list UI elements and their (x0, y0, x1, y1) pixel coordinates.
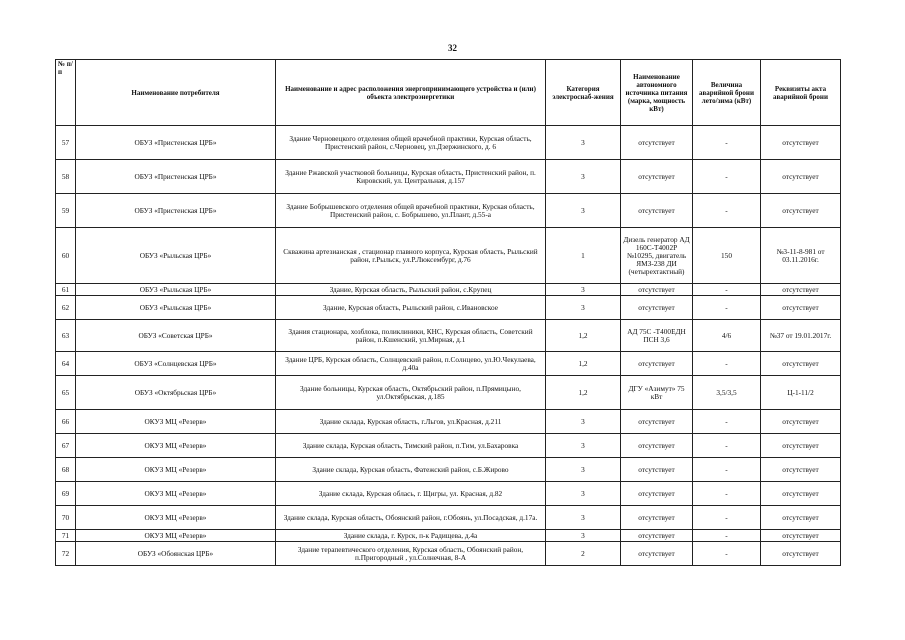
supply-category: 3 (546, 434, 621, 458)
page-number: 32 (448, 43, 457, 53)
consumer-name: ОБУЗ «Солнцевская ЦРБ» (76, 352, 276, 376)
row-number: 60 (56, 228, 76, 284)
power-source: отсутствует (621, 410, 693, 434)
row-number: 62 (56, 296, 76, 320)
supply-category: 1,2 (546, 352, 621, 376)
header-consumer: Наименование потребителя (76, 60, 276, 126)
table-row (56, 126, 841, 160)
power-source: отсутствует (621, 352, 693, 376)
consumer-name: ОКУЗ МЦ «Резерв» (76, 530, 276, 542)
emergency-reserve: - (693, 126, 761, 160)
row-number: 65 (56, 376, 76, 410)
table-row (56, 482, 841, 506)
object-address: Здание Бобрышевского отделения общей врачебной практики, Курская область, Пристенский район, с. Бобрышево, ул.Плант, д.55-а (276, 194, 546, 228)
object-address: Здание Ржавской участковой больницы, Курская область, Пристенский район, п. Кировский, ул. Центральная, д.157 (276, 160, 546, 194)
supply-category: 3 (546, 284, 621, 296)
object-address: Здание больницы, Курская область, Октябрьский район, п.Прямицыно, ул.Октябрьская, д.185 (276, 376, 546, 410)
emergency-reserve: 4/6 (693, 320, 761, 352)
emergency-reserve: - (693, 194, 761, 228)
row-number: 67 (56, 434, 76, 458)
header-power-source: Наименование автономного источника питания (марка, мощность кВт) (621, 60, 693, 126)
table-row (56, 194, 841, 228)
power-source: отсутствует (621, 160, 693, 194)
energy-consumers-table (55, 59, 841, 566)
reserve-act: отсутствует (761, 194, 841, 228)
consumer-name: ОКУЗ МЦ «Резерв» (76, 410, 276, 434)
object-address: Здание склада, г. Курск, п-к Радищева, д.4а (276, 530, 546, 542)
object-address: Здание склада, Курская область, Обоянский район, г.Обоянь, ул.Посадская, д.17а. (276, 506, 546, 530)
power-source: отсутствует (621, 482, 693, 506)
reserve-act: Ц-1-11/2 (761, 376, 841, 410)
table-row (56, 160, 841, 194)
consumer-name: ОКУЗ МЦ «Резерв» (76, 458, 276, 482)
reserve-act: отсутствует (761, 542, 841, 566)
reserve-act: отсутствует (761, 482, 841, 506)
table-row (56, 506, 841, 530)
power-source: Дизель генератор АД 160С-Т4002Р №10295, двигатель ЯМЗ-238 ДИ (четырехтактный) (621, 228, 693, 284)
object-address: Здание, Курская область, Рыльский район, с.Крупец (276, 284, 546, 296)
consumer-name: ОКУЗ МЦ «Резерв» (76, 482, 276, 506)
object-address: Здание терапевтического отделения, Курская область, Обоянский район, п.Пригородный , ул.Солнечная, 8-А (276, 542, 546, 566)
consumer-name: ОБУЗ «Октябрьская ЦРБ» (76, 376, 276, 410)
supply-category: 1,2 (546, 376, 621, 410)
consumer-name: ОБУЗ «Советская ЦРБ» (76, 320, 276, 352)
supply-category: 3 (546, 126, 621, 160)
reserve-act: отсутствует (761, 458, 841, 482)
table-row (56, 320, 841, 352)
reserve-act: отсутствует (761, 506, 841, 530)
consumer-name: ОБУЗ «Рыльская ЦРБ» (76, 296, 276, 320)
reserve-act: отсутствует (761, 284, 841, 296)
table-row (56, 530, 841, 542)
row-number: 72 (56, 542, 76, 566)
power-source: АД 75С -Т400ЕДН ПСН 3,6 (621, 320, 693, 352)
consumer-name: ОБУЗ «Пристенская ЦРБ» (76, 160, 276, 194)
reserve-act: №37 от 19.01.2017г. (761, 320, 841, 352)
reserve-act: отсутствует (761, 530, 841, 542)
table-row (56, 542, 841, 566)
power-source: отсутствует (621, 296, 693, 320)
reserve-act: отсутствует (761, 160, 841, 194)
header-row-number: № п/п (56, 60, 76, 126)
consumer-name: ОБУЗ «Рыльская ЦРБ» (76, 228, 276, 284)
table-row (56, 296, 841, 320)
object-address: Здание Черновецкого отделения общей врачебной практики, Курская область, Пристенский район, с.Черновец, ул.Дзержинского, д. 6 (276, 126, 546, 160)
power-source: отсутствует (621, 126, 693, 160)
consumer-name: ОБУЗ «Пристенская ЦРБ» (76, 194, 276, 228)
row-number: 61 (56, 284, 76, 296)
row-number: 57 (56, 126, 76, 160)
consumer-name: ОБУЗ «Обоянская ЦРБ» (76, 542, 276, 566)
row-number: 71 (56, 530, 76, 542)
emergency-reserve: 150 (693, 228, 761, 284)
emergency-reserve: - (693, 410, 761, 434)
power-source: ДГУ «Азимут» 75 кВт (621, 376, 693, 410)
power-source: отсутствует (621, 434, 693, 458)
emergency-reserve: 3,5/3,5 (693, 376, 761, 410)
row-number: 69 (56, 482, 76, 506)
supply-category: 3 (546, 482, 621, 506)
reserve-act: отсутствует (761, 352, 841, 376)
object-address: Здание, Курская область, Рыльский район, с.Ивановское (276, 296, 546, 320)
supply-category: 3 (546, 194, 621, 228)
consumer-name: ОКУЗ МЦ «Резерв» (76, 506, 276, 530)
table-row (56, 458, 841, 482)
supply-category: 1 (546, 228, 621, 284)
power-source: отсутствует (621, 530, 693, 542)
row-number: 70 (56, 506, 76, 530)
table-header-row (56, 60, 841, 126)
emergency-reserve: - (693, 296, 761, 320)
row-number: 66 (56, 410, 76, 434)
object-address: Здание склада, Курская облась, г. Щигры, ул. Красная, д.82 (276, 482, 546, 506)
row-number: 58 (56, 160, 76, 194)
row-number: 59 (56, 194, 76, 228)
supply-category: 1,2 (546, 320, 621, 352)
row-number: 64 (56, 352, 76, 376)
consumer-name: ОБУЗ «Рыльская ЦРБ» (76, 284, 276, 296)
emergency-reserve: - (693, 160, 761, 194)
emergency-reserve: - (693, 352, 761, 376)
header-reserve: Величина аварийной брони лето/зима (кВт) (693, 60, 761, 126)
table-row (56, 284, 841, 296)
power-source: отсутствует (621, 542, 693, 566)
power-source: отсутствует (621, 194, 693, 228)
consumer-name: ОБУЗ «Пристенская ЦРБ» (76, 126, 276, 160)
header-act: Реквизиты акта аварийной брони (761, 60, 841, 126)
supply-category: 3 (546, 296, 621, 320)
reserve-act: отсутствует (761, 434, 841, 458)
emergency-reserve: - (693, 458, 761, 482)
consumer-name: ОКУЗ МЦ «Резерв» (76, 434, 276, 458)
supply-category: 3 (546, 160, 621, 194)
header-category: Категория электроснаб-жения (546, 60, 621, 126)
table-row (56, 228, 841, 284)
emergency-reserve: - (693, 506, 761, 530)
reserve-act: №3-11-8-981 от 03.11.2016г. (761, 228, 841, 284)
emergency-reserve: - (693, 530, 761, 542)
header-address: Наименование и адрес расположения энергопринимающего устройства и (или) объекта электроэнергетики (276, 60, 546, 126)
object-address: Здание склада, Курская область, Фатежский район, с.Б.Жирово (276, 458, 546, 482)
power-source: отсутствует (621, 458, 693, 482)
reserve-act: отсутствует (761, 410, 841, 434)
supply-category: 3 (546, 458, 621, 482)
row-number: 63 (56, 320, 76, 352)
object-address: Здание склада, Курская область, г.Льгов, ул.Красная, д.211 (276, 410, 546, 434)
supply-category: 3 (546, 530, 621, 542)
power-source: отсутствует (621, 284, 693, 296)
table-row (56, 352, 841, 376)
supply-category: 3 (546, 410, 621, 434)
reserve-act: отсутствует (761, 296, 841, 320)
object-address: Здание ЦРБ, Курская область, Солнцевский район, п.Солнцево, ул.Ю.Чекулаева, д.40а (276, 352, 546, 376)
table-row (56, 376, 841, 410)
object-address: Здание склада, Курская область, Тимский район, п.Тим, ул.Бахаровка (276, 434, 546, 458)
supply-category: 3 (546, 506, 621, 530)
row-number: 68 (56, 458, 76, 482)
supply-category: 2 (546, 542, 621, 566)
emergency-reserve: - (693, 284, 761, 296)
table-row (56, 410, 841, 434)
object-address: Здания стационара, хозблока, поликлиники, КНС, Курская область, Советский район, п.Кшенский, ул.Мирная, д.1 (276, 320, 546, 352)
power-source: отсутствует (621, 506, 693, 530)
table-row (56, 434, 841, 458)
emergency-reserve: - (693, 434, 761, 458)
emergency-reserve: - (693, 482, 761, 506)
object-address: Скважина артезианская , стационар главного корпуса, Курская область, Рыльский район, г.Рыльск, ул.Р.Люксембург, д.76 (276, 228, 546, 284)
reserve-act: отсутствует (761, 126, 841, 160)
emergency-reserve: - (693, 542, 761, 566)
